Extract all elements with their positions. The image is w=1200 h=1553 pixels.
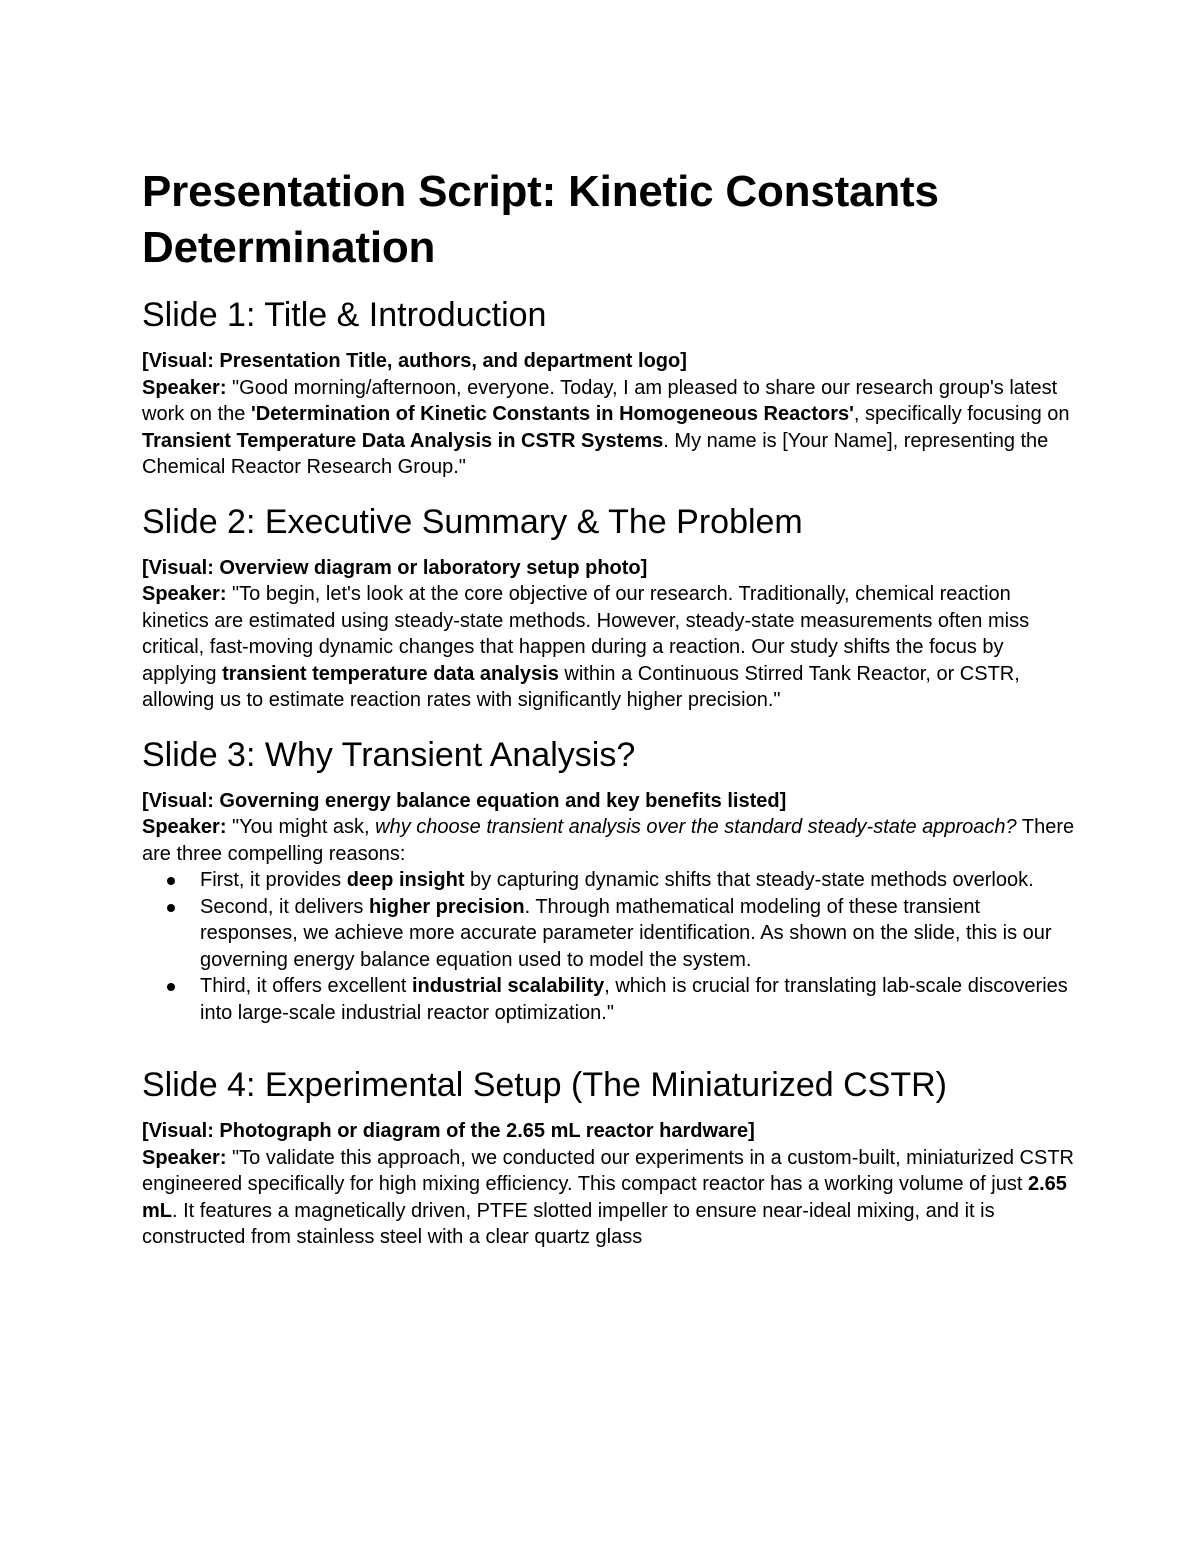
slide-4-section [142, 1064, 1082, 1251]
speech-text: "You might ask, [226, 816, 376, 838]
slide-2-visual-note [142, 555, 1082, 582]
slide-2-speech [142, 581, 1082, 714]
list-item [142, 867, 1082, 894]
slide-1-heading: Slide 1: Title & Introduction [142, 296, 547, 334]
slide-2-section [142, 501, 1082, 714]
slide-3-speech [142, 814, 1082, 867]
slide-3-heading: Slide 3: Why Transient Analysis? [142, 735, 636, 774]
speaker-label: Speaker: [142, 1146, 227, 1169]
speaker-label: Speaker: [142, 816, 227, 838]
speech-emphasis: transient temperature data analysis [222, 662, 559, 685]
speech-text: within a Continuous Stirred Tank Reactor, or CSTR, allowing us to estimate reaction rates with significantly higher precision." [142, 662, 1020, 711]
speech-text: "Good morning/afternoon, everyone. Today, I am pleased to share our research group's latest work on the [142, 376, 1058, 425]
speech-text: There are three compelling reasons: [142, 816, 1075, 865]
benefits-list [142, 867, 1082, 1026]
list-item-text: Third, it offers excellent [200, 975, 412, 997]
slide-4-heading: Slide 4: Experimental Setup (The Miniaturized CSTR) [142, 1066, 947, 1104]
speaker-label: Speaker: [142, 376, 227, 399]
speech-text: . My name is [Your Name], representing the Chemical Reactor Research Group." [142, 429, 1049, 478]
speech-emphasis: 2.65 mL [142, 1173, 1067, 1222]
slide-1-speech [142, 375, 1082, 481]
slide-4-speech [142, 1145, 1082, 1251]
bullet-icon [167, 904, 175, 912]
list-item-text: . Through mathematical modeling of these transient responses, we achieve more accurate parameter identification. As shown on the slide, this is our governing energy balance equation used to model the system. [200, 895, 1052, 971]
list-item-emphasis: higher precision [368, 895, 525, 918]
list-item-text: First, it provides [200, 869, 347, 891]
document-body [142, 164, 1082, 1271]
speech-emphasis: 'Determination of Kinetic Constants in Homogeneous Reactors' [250, 403, 854, 425]
slide-2-heading: Slide 2: Executive Summary & The Problem [142, 502, 803, 541]
visual-cue: [Visual: Overview diagram or laboratory setup photo] [142, 556, 648, 579]
list-item-text: by capturing dynamic shifts that steady-state methods overlook. [464, 869, 1034, 891]
slide-1-section [142, 294, 1082, 481]
bullet-icon [167, 877, 175, 885]
list-item [142, 973, 1082, 1026]
speech-text: "To begin, let's look at the core objective of our research. Traditionally, chemical reaction kinetics are estimated using steady-state methods. However, steady-state measurements often miss critical, fast-moving dynamic changes that happen during a reaction. Our study shifts the focus by applying [142, 583, 1030, 685]
visual-cue: [Visual: Photograph or diagram of the 2.65 mL reactor hardware] [142, 1120, 755, 1142]
visual-cue: [Visual: Governing energy balance equation and key benefits listed] [142, 789, 787, 812]
list-item-text: , which is crucial for translating lab-scale discoveries into large-scale industrial reactor optimization." [200, 975, 1068, 1024]
slide-1-visual-note [142, 348, 1082, 375]
visual-cue: [Visual: Presentation Title, authors, and department logo] [142, 350, 687, 372]
slide-3-section [142, 734, 1082, 1027]
speech-italic: why choose transient analysis over the standard steady-state approach? [375, 816, 1017, 838]
slide-4-visual-note [142, 1118, 1082, 1145]
speaker-label: Speaker: [142, 583, 227, 605]
speech-emphasis: Transient Temperature Data Analysis in CSTR Systems [142, 429, 664, 452]
speech-text: "To validate this approach, we conducted our experiments in a custom-built, miniaturized CSTR engineered specifically for high mixing efficiency. This compact reactor has a working volume of just [142, 1146, 1074, 1195]
bullet-icon [167, 983, 175, 991]
speech-text: . It features a magnetically driven, PTFE slotted impeller to ensure near-ideal mixing, and it is constructed from stainless steel with a clear quartz glass [142, 1199, 995, 1248]
list-item-emphasis: industrial scalability [411, 975, 605, 997]
list-item-emphasis: deep insight [346, 869, 465, 891]
list-item [142, 894, 1082, 974]
list-item-text: Second, it delivers [200, 895, 369, 918]
speech-text: , specifically focusing on [853, 403, 1070, 425]
slide-3-visual-note [142, 788, 1082, 815]
document-title: Presentation Script: Kinetic Constants Determination [142, 167, 939, 272]
